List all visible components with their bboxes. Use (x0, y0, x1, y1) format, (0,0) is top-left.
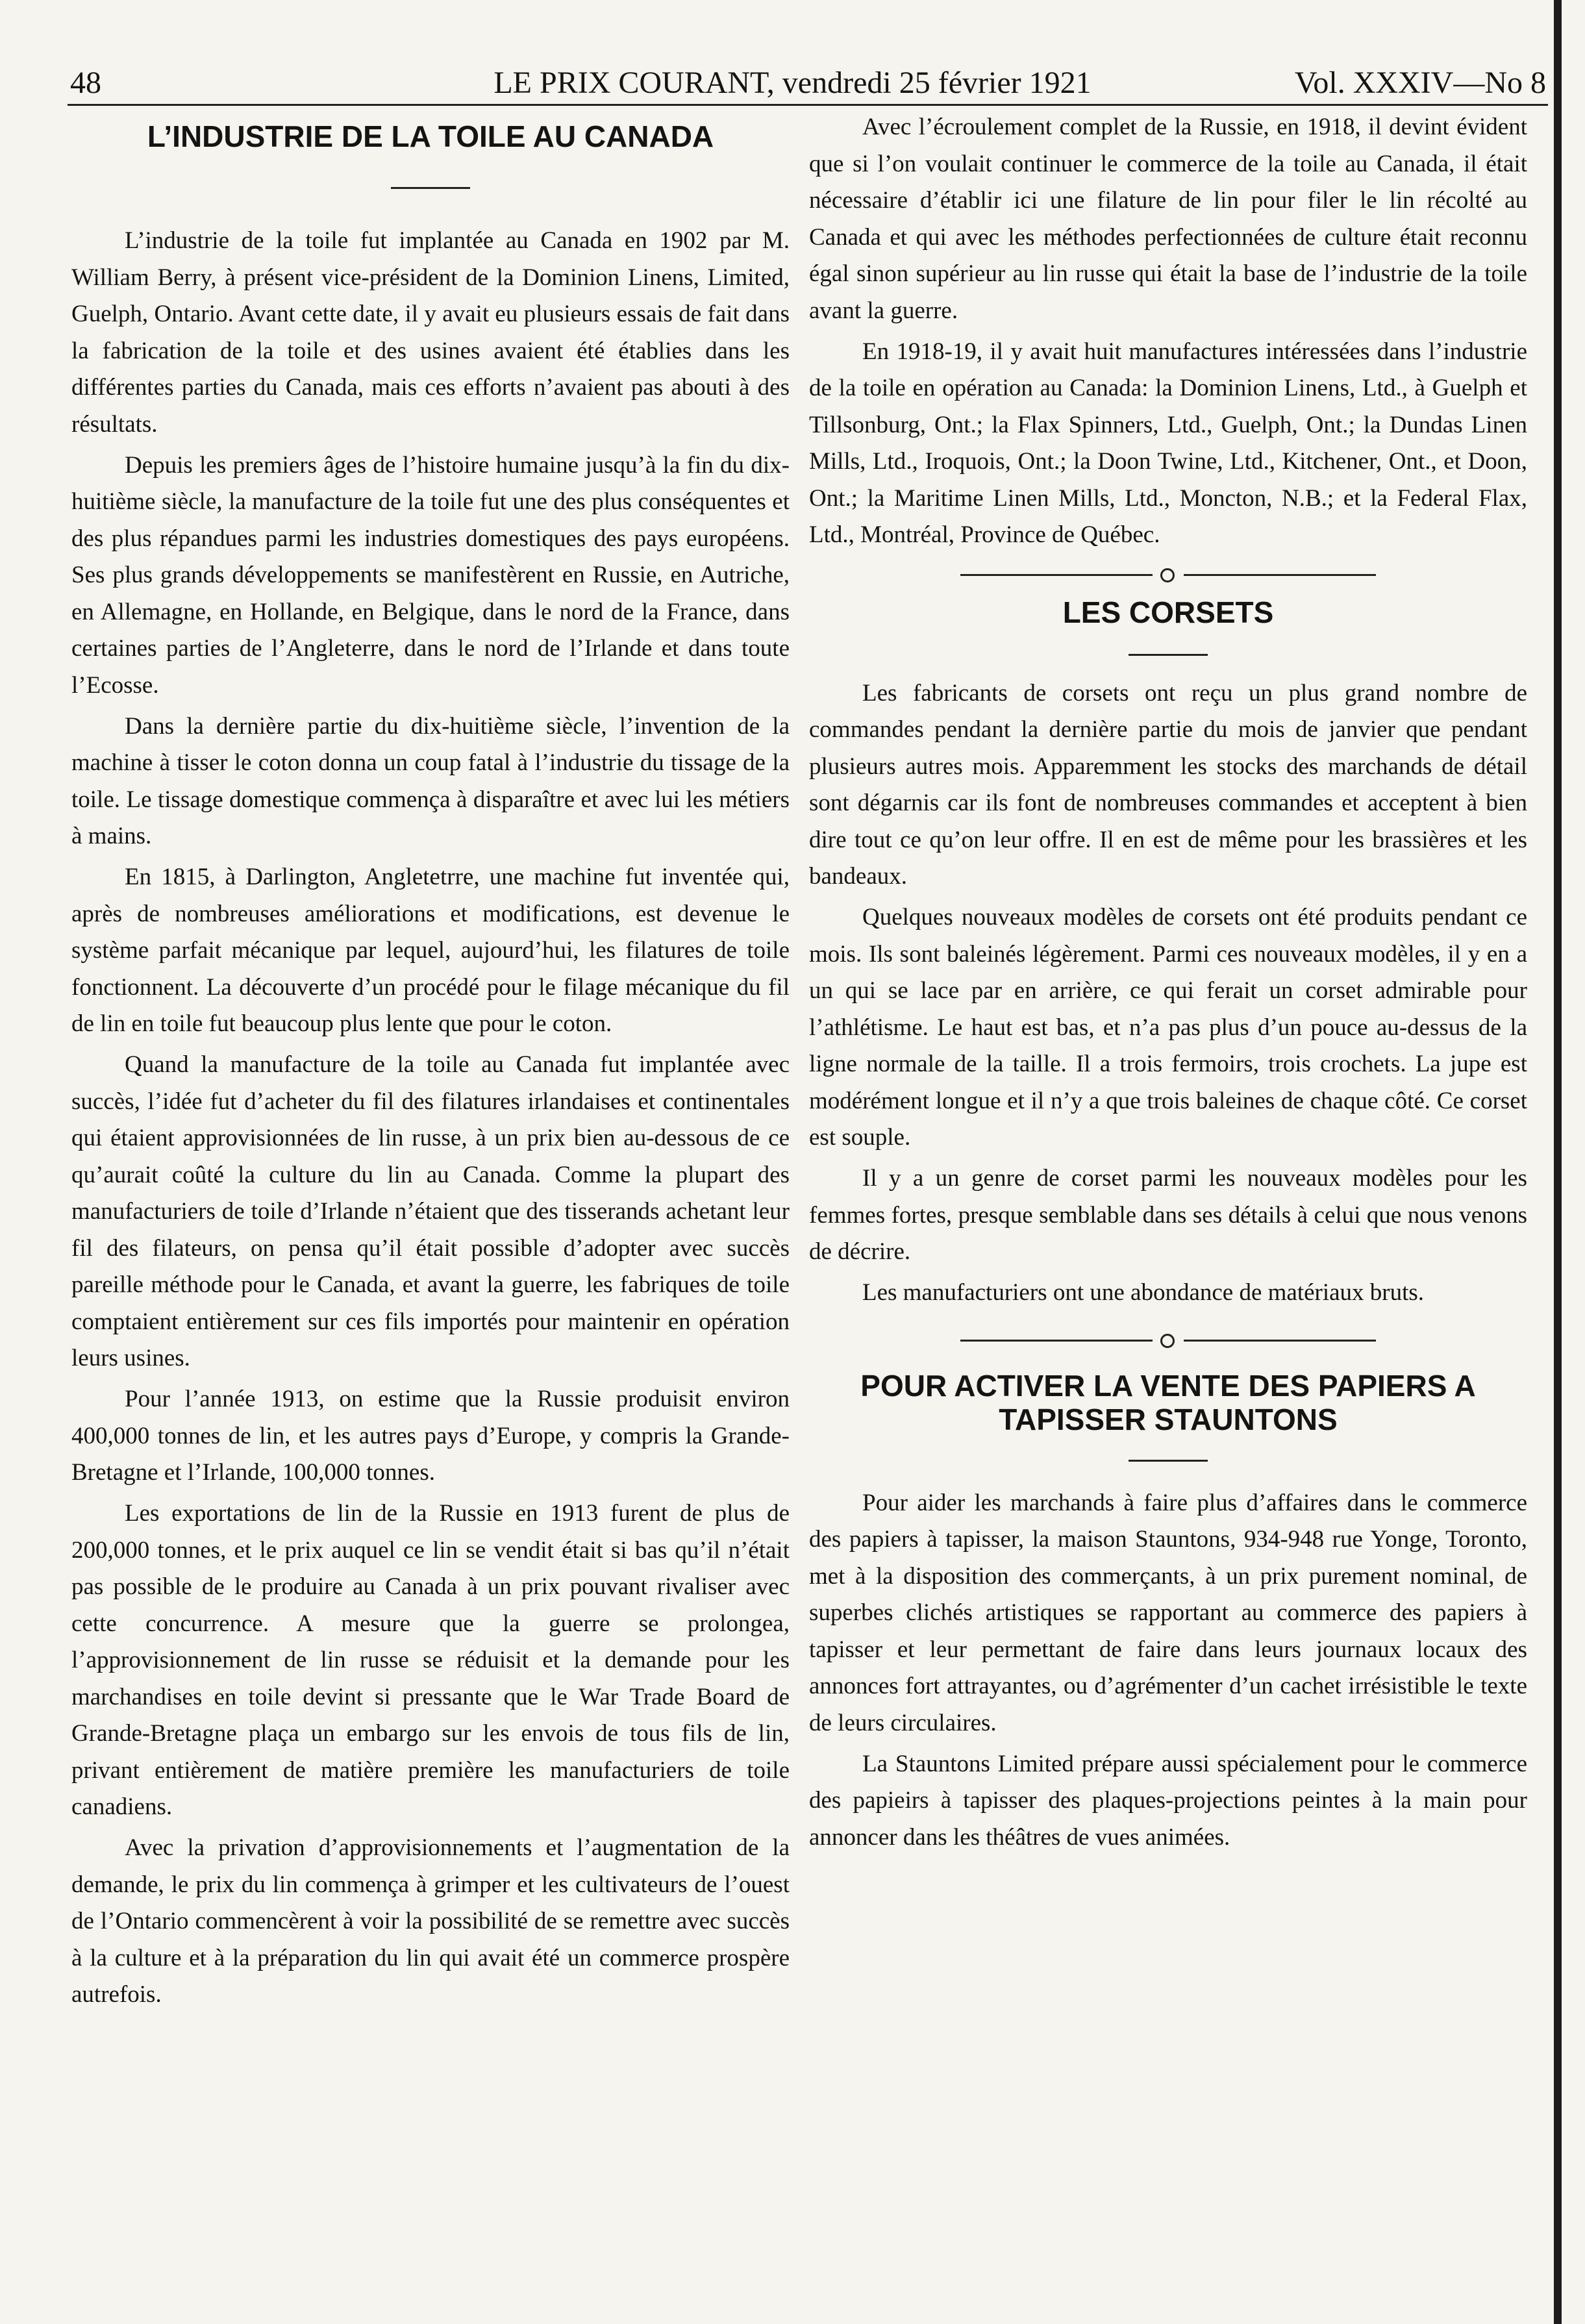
section-separator (960, 1334, 1376, 1347)
article-title-toile: L’INDUSTRIE DE LA TOILE AU CANADA (147, 119, 714, 153)
paragraph: L’industrie de la toile fut implantée au Canada en 1902 par M. William Berry, à présent vice-président de la Dominion Linens, Limited, Guelph, Ontario. Avant cette date, il y avait eu plusieurs essais de fait dans la fabrication de la toile et des usines avaient été établies dans les différentes parties du Canada, mais ces efforts n’avaient pas abouti à des résultats. (71, 227, 790, 438)
paragraph: Quelques nouveaux modèles de corsets ont été produits pendant ce mois. Ils sont baleinés légèrement. Parmi ces nouveaux modèles, il y en a un qui se lace par en arrière, ce qui ferait un corset admirable pour l’athlétisme. Le haut est bas, et n’a pas plus d’un pouce au-dessus de la ligne normale de la taille. Il a trois fermoirs, trois crochets. La jupe est modérément longue et il n’y a que trois baleines de chaque côté. Ce corset est souple. (809, 904, 1527, 1151)
paragraph: Dans la dernière partie du dix-huitième siècle, l’invention de la machine à tisser le coton donna un coup fatal à l’industrie du tissage de la toile. Le tissage domestique commença à disparaître et avec lui les métiers à mains. (71, 712, 790, 849)
paragraph: En 1815, à Darlington, Angletetrre, une machine fut inventée qui, après de nombreuses améliorations et modifications, est devenue le système parfait mécanique par lequel, aujourd’hui, les filatures de toile fonctionnent. La découverte d’un procédé pour le filage mécanique du fil de lin en toile fut beaucoup plus lente que pour le coton. (71, 864, 790, 1037)
paragraph: Depuis les premiers âges de l’histoire humaine jusqu’à la fin du dix-huitième siècle, la manufacture de la toile fut une des plus conséquentes et des plus répandues parmi les industries domestiques des pays européens. Ses plus grands développements se manifestèrent en Russie, en Autriche, en Allemagne, en Hollande, en Belgique, dans le nord de la France, dans certaines parties de l’Angleterre, dans le nord de l’Irlande et dans toute l’Ecosse. (71, 451, 790, 699)
title-rule (1129, 1460, 1208, 1462)
paragraph: Pour aider les marchands à faire plus d’affaires dans le commerce des papiers à tapisser, la maison Stauntons, 934-948 rue Yonge, Toronto, met à la disposition des commerçants, à un prix purement nominal, de superbes clichés artistiques se rapportant au commerce des papiers à tapisser et leur permettant de faire dans leurs journaux locaux des annonces fort attrayantes, ou d’agrémenter d’un cachet irrésistible le texte de leurs circulaires. (809, 1489, 1527, 1736)
page-edge-rule (1554, 0, 1562, 2324)
paragraph: Les fabricants de corsets ont reçu un plus grand nombre de commandes pendant la dernière partie du mois de janvier que pendant plusieurs autres mois. Apparemment les stocks des marchands de détail sont dégarnis car ils font de nombreuses commandes et acceptent à bien dire tout ce qu’on leur offre. Il en est de même pour les brassières et les bandeaux. (809, 679, 1527, 890)
article-title-papiers-line2: TAPISSER STAUNTONS (999, 1402, 1338, 1436)
header-rule (68, 104, 1548, 106)
paragraph: Quand la manufacture de la toile au Canada fut implantée avec succès, l’idée fut d’acheter du fil des filatures irlandaises et continentales qui étaient approvisionnées de lin russe, à un prix bien au-dessous de ce qu’aurait coûté la culture du lin au Canada. Comme la plupart des manufacturiers de toile d’Irlande n’étaient que des tisserands achetant leur fil des filateurs, on pensa qu’il était possible d’adopter avec succès pareille méthode pour le Canada, et avant la guerre, les fabriques de toile comptaient entièrement sur ces fils importés pour maintenir en opération leurs usines. (71, 1051, 790, 1371)
paragraph: Avec l’écroulement complet de la Russie, en 1918, il devint évident que si l’on voulait continuer le commerce de la toile au Canada, il était nécessaire d’établir ici une filature de lin pour filer le lin récolté au Canada et qui avec les méthodes perfectionnées de culture était reconnu égal sinon supérieur au lin russe qui était la base de l’industrie de la toile avant la guerre. (809, 114, 1527, 324)
article-title-papiers-line1: POUR ACTIVER LA VENTE DES PAPIERS A (860, 1368, 1476, 1403)
paragraph: Il y a un genre de corset parmi les nouveaux modèles pour les femmes fortes, presque semblable dans ses détails à celui que nous venons de décrire. (809, 1165, 1527, 1265)
paragraph: Les exportations de lin de la Russie en 1913 furent de plus de 200,000 tonnes, et le prix auquel ce lin se vendit était si bas qu’il n’était pas possible de le produire au Canada à un prix pouvant rivaliser avec cette concurrence. A mesure que la guerre se prolongea, l’approvisionnement de lin russe se réduisit et la demande pour les marchandises en toile devint si pressante que le War Trade Board de Grande-Bretagne plaça un embargo sur les envois de tous fils de lin, privant entièrement de matière première les manufacturiers de toile canadiens. (71, 1500, 790, 1820)
page-number: 48 (70, 66, 101, 100)
section-separator (960, 568, 1376, 581)
paragraph: En 1918-19, il y avait huit manufactures intéressées dans l’industrie de la toile en opération au Canada: la Dominion Linens, Ltd., à Guelph et Tillsonburg, Ont.; la Flax Spinners, Ltd., Guelph, Ont.; la Dundas Linen Mills, Ltd., Iroquois, Ont.; la Doon Twine, Ltd., Kitchener, Ont., et Doon, Ont.; la Maritime Linen Mills, Ltd., Moncton, N.B.; et la Federal Flax, Ltd., Montréal, Province de Québec. (809, 338, 1527, 548)
title-rule (1129, 654, 1208, 656)
running-head-title: LE PRIX COURANT, vendredi 25 février 1921 (493, 66, 1092, 100)
right-column (809, 109, 1527, 1860)
paragraph: Pour l’année 1913, on estime que la Russie produisit environ 400,000 tonnes de lin, et les autres pays d’Europe, y compris la Grande-Bretagne et l’Irlande, 100,000 tonnes. (71, 1386, 790, 1486)
paragraph: La Stauntons Limited prépare aussi spécialement pour le commerce des papieirs à tapisser des plaques-projections peintes à la main pour annoncer dans les théâtres de vues animées. (809, 1750, 1527, 1851)
paragraph: Les manufacturiers ont une abondance de matériaux bruts. (862, 1279, 1425, 1306)
volume-number: Vol. XXXIV—No 8 (1294, 66, 1546, 100)
paragraph: Avec la privation d’approvisionnements et l’augmentation de la demande, le prix du lin commença à grimper et les cultivateurs de l’ouest de l’Ontario commencèrent à voir la possibilité de se remettre avec succès à la culture et à la préparation du lin qui avait été un commerce prospère autrefois. (71, 1834, 790, 2008)
article-title-corsets: LES CORSETS (1062, 595, 1274, 629)
left-column (71, 109, 790, 2018)
title-rule (391, 187, 470, 189)
